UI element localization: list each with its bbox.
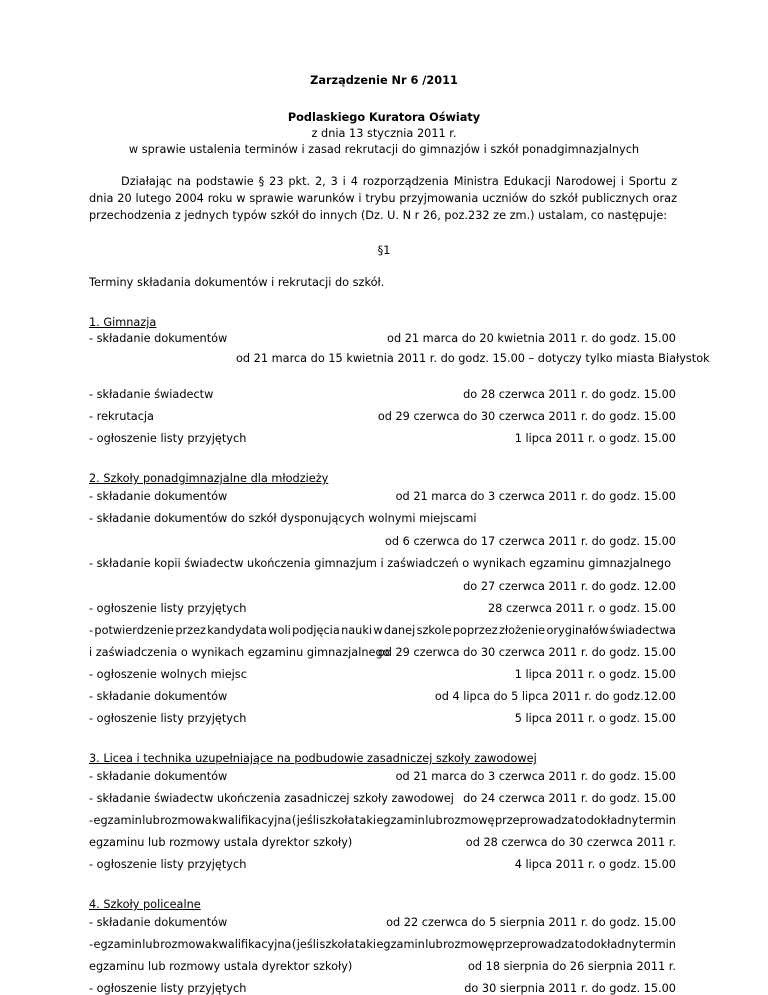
s3-list-label: - ogłoszenie listy przyjętych xyxy=(89,858,247,871)
word: rozmowę xyxy=(443,814,495,827)
word: jeśli xyxy=(296,938,320,951)
word: to xyxy=(574,814,587,827)
s2-vacant-date: od 6 czerwca do 17 czerwca 2011 r. do godz. 15.00 xyxy=(385,535,676,548)
word: szkoła xyxy=(319,814,355,827)
word: lub xyxy=(142,938,160,951)
s4-docs-date: od 22 czerwca do 5 sierpnia 2011 r. do godz. 15.00 xyxy=(386,916,676,929)
s3-docs-date: od 21 marca do 3 czerwca 2011 r. do godz. 15.00 xyxy=(395,770,676,783)
word: przez xyxy=(175,624,206,637)
word: - xyxy=(89,938,94,951)
word: lub xyxy=(142,814,160,827)
s2-list-label: - ogłoszenie listy przyjętych xyxy=(89,602,247,615)
s4-exam-line1 xyxy=(89,938,676,951)
word: oryginałów xyxy=(546,624,609,637)
word: woli xyxy=(268,624,291,637)
s2-vacant-label: - składanie dokumentów do szkół dysponujących wolnymi miejscami xyxy=(89,512,477,525)
s3-exam-line1 xyxy=(89,814,676,827)
s2-docs2-label: - składanie dokumentów xyxy=(89,690,228,703)
s3-cert-date: do 24 czerwca 2011 r. do godz. 15.00 xyxy=(463,792,676,805)
word: dokładny xyxy=(586,814,639,827)
intro-text: Terminy składania dokumentów i rekrutacji do szkół. xyxy=(89,276,385,289)
s2-list2-label: - ogłoszenie listy przyjętych xyxy=(89,712,247,725)
s1-bialystok-date: od 21 marca do 15 kwietnia 2011 r. do godz. 15.00 – dotyczy tylko miasta Białystok xyxy=(236,352,710,365)
section-3-heading: 3. Licea i technika uzupełniające na podbudowie zasadniczej szkoły zawodowej xyxy=(89,752,537,765)
s2-list-date: 28 czerwca 2011 r. o godz. 15.00 xyxy=(487,602,676,615)
s2-free-date: 1 lipca 2011 r. o godz. 15.00 xyxy=(514,668,676,681)
word: kwalifikacyjna xyxy=(211,938,292,951)
word: przeprowadza xyxy=(494,938,575,951)
subject-line: w sprawie ustalenia terminów i zasad rekrutacji do gimnazjów i szkół ponadgimnazjalnych xyxy=(128,143,640,156)
s1-cert-label: - składanie świadectw xyxy=(89,388,214,401)
word: w xyxy=(373,624,383,637)
word: potwierdzenie xyxy=(94,624,174,637)
word: dokładny xyxy=(586,938,639,951)
word: rozmowa xyxy=(160,814,212,827)
paragraph-mark: §1 xyxy=(377,244,391,257)
word: egzamin xyxy=(93,938,142,951)
s2-free-label: - ogłoszenie wolnych miejsc xyxy=(89,668,247,681)
word: taki xyxy=(354,938,377,951)
s3-exam-date: od 28 czerwca do 30 czerwca 2011 r. xyxy=(465,836,676,849)
s3-exam-label: egzaminu lub rozmowy ustala dyrektor szkoły) xyxy=(89,836,353,849)
word: kwalifikacyjna xyxy=(211,814,292,827)
word: termin xyxy=(638,938,676,951)
word: ( xyxy=(291,938,297,951)
s2-copies-label: - składanie kopii świadectw ukończenia gimnazjum i zaświadczeń o wynikach egzaminu gimnazjalnego xyxy=(89,557,672,570)
word: egzamin xyxy=(376,938,425,951)
word: lub xyxy=(425,938,443,951)
section-1-heading: 1. Gimnazja xyxy=(89,316,157,329)
s4-exam-date: od 18 sierpnia do 26 sierpnia 2011 r. xyxy=(467,960,676,973)
s4-list-label: - ogłoszenie listy przyjętych xyxy=(89,982,247,995)
word: rozmowę xyxy=(443,938,495,951)
word: przeprowadza xyxy=(494,814,575,827)
s2-list2-date: 5 lipca 2011 r. o godz. 15.00 xyxy=(514,712,676,725)
word: szkole xyxy=(416,624,452,637)
word: jeśli xyxy=(296,814,320,827)
s1-list-date: 1 lipca 2011 r. o godz. 15.00 xyxy=(514,432,676,445)
s1-docs-label: - składanie dokumentów xyxy=(89,332,228,345)
word: lub xyxy=(425,814,443,827)
s4-exam-label: egzaminu lub rozmowy ustala dyrektor szkoły) xyxy=(89,960,353,973)
word: rozmowa xyxy=(160,938,212,951)
word: nauki xyxy=(341,624,373,637)
s4-docs-label: - składanie dokumentów xyxy=(89,916,228,929)
word: kandydata xyxy=(207,624,268,637)
word: egzamin xyxy=(376,814,425,827)
s3-list-date: 4 lipca 2011 r. o godz. 15.00 xyxy=(514,858,676,871)
s2-docs-date: od 21 marca do 3 czerwca 2011 r. do godz. 15.00 xyxy=(395,490,676,503)
word: ( xyxy=(291,814,297,827)
word: to xyxy=(574,938,587,951)
s2-confirm-date: od 29 czerwca do 30 czerwca 2011 r. do godz. 15.00 xyxy=(377,646,676,659)
s1-list-label: - ogłoszenie listy przyjętych xyxy=(89,432,247,445)
s1-cert-date: do 28 czerwca 2011 r. do godz. 15.00 xyxy=(463,388,676,401)
word: podjęcia xyxy=(292,624,340,637)
s2-copies-date: do 27 czerwca 2011 r. do godz. 12.00 xyxy=(463,580,676,593)
word: świadectwa xyxy=(609,624,676,637)
word: szkoła xyxy=(319,938,355,951)
s3-cert-label: - składanie świadectw ukończenia zasadniczej szkoły zawodowej xyxy=(89,792,454,805)
word: poprzez xyxy=(452,624,498,637)
s2-confirm-label: i zaświadczenia o wynikach egzaminu gimnazjalnego xyxy=(89,646,390,659)
s1-docs-date: od 21 marca do 20 kwietnia 2011 r. do godz. 15.00 xyxy=(387,332,676,345)
word: - xyxy=(89,814,94,827)
issuer-line: Podlaskiego Kuratora Oświaty xyxy=(287,111,481,124)
word: egzamin xyxy=(93,814,142,827)
preamble-text: Działając na podstawie § 23 pkt. 2, 3 i 4 rozporządzenia Ministra Edukacji Narodowej i Sportu z dnia 20 lutego 2004 roku w sprawie warunków i trybu przyjmowania uczniów do szkół publicznych oraz przechodzenia z jednych typów szkół do innych (Dz. U. N r 26, poz.232 ze zm.) ustalam, co następuje: xyxy=(89,175,677,222)
s2-docs2-date: od 4 lipca do 5 lipca 2011 r. do godz.12.00 xyxy=(434,690,676,703)
date-line: z dnia 13 stycznia 2011 r. xyxy=(311,127,457,140)
word: termin xyxy=(638,814,676,827)
word: - xyxy=(89,624,94,637)
s3-docs-label: - składanie dokumentów xyxy=(89,770,228,783)
word: danej xyxy=(383,624,416,637)
s4-list-date: do 30 sierpnia 2011 r. do godz. 15.00 xyxy=(464,982,676,995)
word: złożenie xyxy=(498,624,546,637)
s1-rec-date: od 29 czerwca do 30 czerwca 2011 r. do godz. 15.00 xyxy=(377,410,676,423)
s2-confirm-line1 xyxy=(89,624,676,637)
document-title: Zarządzenie Nr 6 /2011 xyxy=(310,74,458,87)
section-4-heading: 4. Szkoły policealne xyxy=(89,898,201,911)
preamble xyxy=(89,173,677,224)
word: taki xyxy=(354,814,377,827)
s2-docs-label: - składanie dokumentów xyxy=(89,490,228,503)
section-2-heading: 2. Szkoły ponadgimnazjalne dla młodzieży xyxy=(89,472,329,485)
s1-rec-label: - rekrutacja xyxy=(89,410,154,423)
